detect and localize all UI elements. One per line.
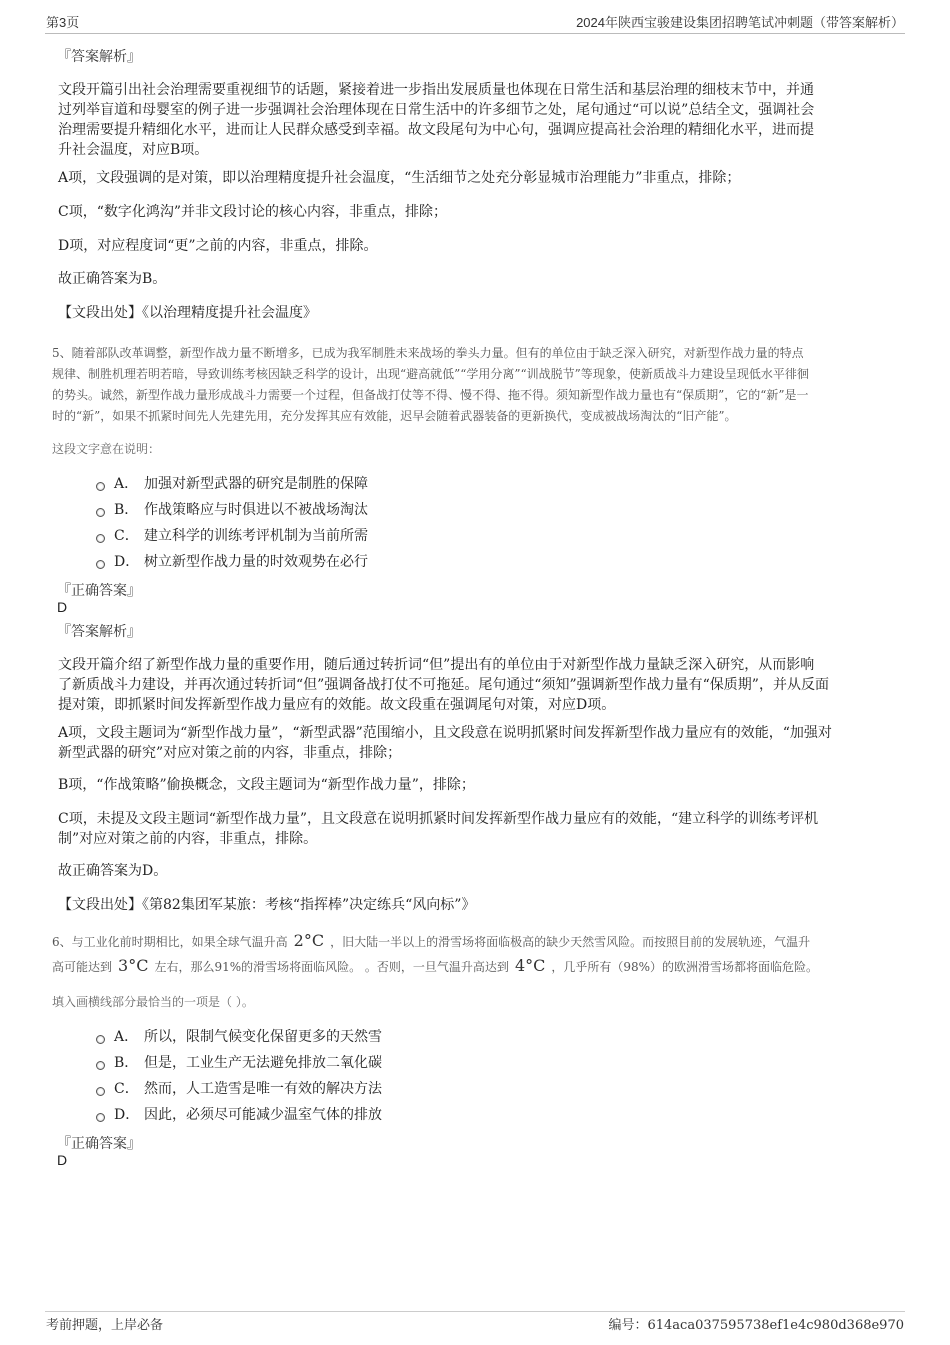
radio-icon[interactable] [96, 482, 105, 491]
q4-source: 【文段出处】《以治理精度提升社会温度》 [58, 305, 317, 321]
option-letter: C． [114, 1081, 139, 1097]
q4-analysis-line: 治理需要提升精细化水平，进而让人民群众感受到幸福。故文段尾句为中心句，强调应提高社会治理的精细化水平，进而提 [58, 122, 814, 138]
q5-option-c-analysis-line: 制”对应对策之前的内容，非重点，排除。 [58, 831, 318, 847]
footer-slogan: 考前押题，上岸必备 [46, 1318, 164, 1333]
q6-option-b[interactable] [96, 1051, 382, 1073]
option-text: 然而，人工造雪是唯一有效的解决方法 [144, 1081, 382, 1097]
correct-answer-label: 『正确答案』 [57, 583, 141, 599]
option-text: 因此，必须尽可能减少温室气体的排放 [144, 1107, 382, 1123]
q5-analysis-line: 文段开篇介绍了新型作战力量的重要作用，随后通过转折词“但”提出有的单位由于对新型作战力量缺乏深入研究，从而影响 [58, 657, 815, 673]
q5-option-c-analysis-line: C项，未提及文段主题词“新型作战力量”，且文段意在说明抓紧时间发挥新型作战力量应有的效能，“建立科学的训练考评机 [58, 811, 819, 827]
q5-option-c-analysis [58, 809, 900, 849]
header-divider [45, 33, 905, 34]
option-letter: B． [114, 1055, 139, 1071]
q6-answer: D [57, 1152, 68, 1168]
option-text: 所以，限制气候变化保留更多的天然雪 [144, 1029, 382, 1045]
q6-stem-text: 6、与工业化前时期相比，如果全球气温升高 [52, 935, 288, 949]
q4-option-a-analysis: A项，文段强调的是对策，即以治理精度提升社会温度，“生活细节之处充分彰显城市治理能力”非重点，排除； [58, 170, 741, 186]
option-text: 但是，工业生产无法避免排放二氧化碳 [144, 1055, 382, 1071]
analysis-label: 『答案解析』 [57, 49, 141, 65]
q4-option-d-analysis: D项，对应程度词“更”之前的内容，非重点，排除。 [58, 238, 378, 254]
option-text: 建立科学的训练考评机制为当前所需 [144, 528, 368, 544]
q6-stem-line [52, 930, 902, 953]
q5-option-a[interactable] [96, 472, 368, 494]
option-letter: D． [114, 1107, 140, 1123]
option-text: 加强对新型武器的研究是制胜的保障 [144, 476, 368, 492]
q5-stem-line: 5、随着部队改革调整，新型作战力量不断增多，已成为我军制胜未来战场的拳头力量。但有的单位由于缺乏深入研究，对新型作战力量的特点 [52, 346, 804, 360]
option-letter: C． [114, 528, 139, 544]
radio-icon[interactable] [96, 1113, 105, 1122]
q4-analysis-line: 文段开篇引出社会治理需要重视细节的话题，紧接着进一步指出发展质量也体现在日常生活和基层治理的细枝末节中，并通 [58, 82, 814, 98]
q6-prompt: 填入画横线部分最恰当的一项是（ ）。 [52, 995, 254, 1009]
q6-temperature: 2°C [293, 931, 325, 950]
radio-icon[interactable] [96, 1035, 105, 1044]
q5-answer: D [57, 599, 68, 615]
q5-stem-line: 时的“新”，如果不抓紧时间先人先建先用，充分发挥其应有效能，迟早会随着武器装备的更新换代，变成被战场淘汰的“旧产能”。 [52, 409, 737, 423]
q4-conclusion: 故正确答案为B。 [58, 271, 167, 287]
q5-conclusion: 故正确答案为D。 [58, 863, 168, 879]
q6-stem-text: ，几乎所有（98%）的欧洲滑雪场都将面临危险。 [551, 960, 819, 974]
q5-analysis-line: 提对策，即抓紧时间发挥新型作战力量应有的效能。故文段重在强调尾句对策，对应D项。 [58, 697, 616, 713]
q5-stem-line: 规律、制胜机理若明若暗，导致训练考核因缺乏科学的设计，出现“避高就低”“学用分离”“训战脱节”等现象，使新质战斗力建设呈现低水平徘徊 [52, 367, 809, 381]
q6-option-c[interactable] [96, 1077, 382, 1099]
radio-icon[interactable] [96, 560, 105, 569]
q6-temperature: 4°C [514, 956, 546, 975]
document-id: 编号：614aca037595738ef1e4c980d368e970 [608, 1318, 904, 1333]
document-title: 2024年陕西宝骏建设集团招聘笔试冲刺题（带答案解析） [576, 15, 904, 30]
q4-analysis [58, 80, 900, 160]
q6-stem-text: ，旧大陆一半以上的滑雪场将面临极高的缺少天然雪风险。而按照目前的发展轨迹，气温升 [330, 935, 811, 949]
option-text: 作战策略应与时俱进以不被战场淘汰 [144, 502, 368, 518]
q5-option-a-analysis-line: 新型武器的研究”对应对策之前的内容，非重点，排除； [58, 745, 402, 761]
correct-answer-label: 『正确答案』 [57, 1136, 141, 1152]
q5-option-c[interactable] [96, 524, 368, 546]
radio-icon[interactable] [96, 1087, 105, 1096]
radio-icon[interactable] [96, 534, 105, 543]
analysis-label: 『答案解析』 [57, 624, 141, 640]
footer-divider [45, 1311, 905, 1312]
radio-icon[interactable] [96, 1061, 105, 1070]
q5-option-b[interactable] [96, 498, 368, 520]
q6-temperature: 3°C [118, 956, 149, 975]
q6-stem-text: 高可能达到 [52, 960, 113, 974]
q5-option-a-analysis [58, 723, 900, 763]
option-text: 树立新型作战力量的时效观势在必行 [144, 554, 368, 570]
q6-option-d[interactable] [96, 1103, 382, 1125]
q5-option-b-analysis: B项，“作战策略”偷换概念，文段主题词为“新型作战力量”，排除； [58, 777, 475, 793]
q5-option-d[interactable] [96, 550, 368, 572]
q6-option-a[interactable] [96, 1025, 382, 1047]
q5-stem-line: 的势头。诚然，新型作战力量形成战斗力需要一个过程，但备战打仗等不得、慢不得、拖不得。须知新型作战力量也有“保质期”，它的“新”是一 [52, 388, 809, 402]
q6-stem-text: 左右，那么91%的滑雪场将面临风险。 。否则，一旦气温升高达到 [154, 960, 509, 974]
q6-stem-line [52, 955, 902, 978]
q4-analysis-line: 升社会温度，对应B项。 [58, 142, 209, 158]
q5-analysis [58, 655, 900, 715]
q5-analysis-line: 了新质战斗力建设，并再次通过转折词“但”强调备战打仗不可拖延。尾句通过“须知”强调新型作战力量有“保质期”，并从反面 [58, 677, 829, 693]
option-letter: A． [114, 1029, 139, 1045]
option-letter: D． [114, 554, 140, 570]
radio-icon[interactable] [96, 508, 105, 517]
q5-stem [52, 343, 902, 427]
option-letter: A． [114, 476, 139, 492]
q4-analysis-line: 过列举盲道和母婴室的例子进一步强调社会治理体现在日常生活中的许多细节之处，尾句通过“可以说”总结全文，强调社会 [58, 102, 815, 118]
q5-option-a-analysis-line: A项，文段主题词为“新型作战力量”，“新型武器”范围缩小，且文段意在说明抓紧时间发挥新型作战力量应有的效能，“加强对 [58, 725, 832, 741]
q4-option-c-analysis: C项，“数字化鸿沟”并非文段讨论的核心内容，非重点，排除； [58, 204, 448, 220]
q5-source: 【文段出处】《第82集团军某旅：考核“指挥棒”决定练兵“风向标”》 [58, 897, 476, 913]
option-letter: B． [114, 502, 139, 518]
page-number: 第3页 [46, 15, 80, 30]
q5-prompt: 这段文字意在说明： [52, 442, 161, 456]
